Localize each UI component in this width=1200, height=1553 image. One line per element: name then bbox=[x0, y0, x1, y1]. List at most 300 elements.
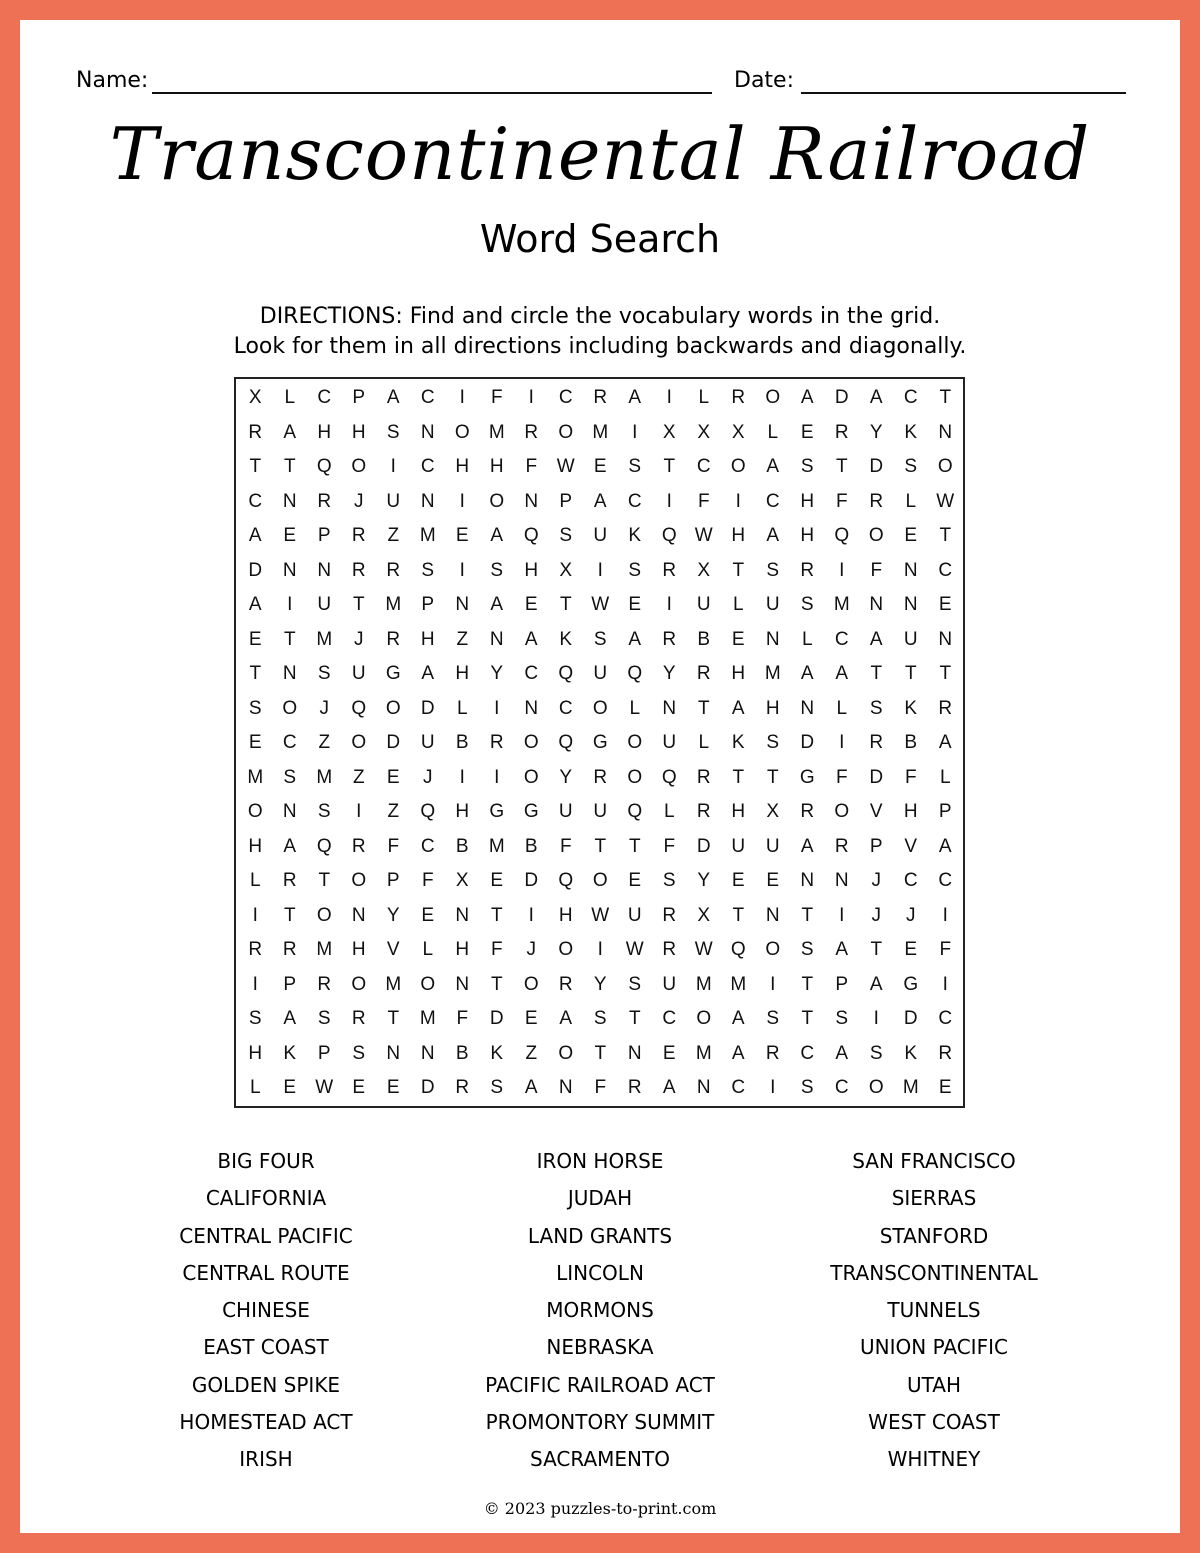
grid-cell[interactable]: P bbox=[317, 1042, 331, 1064]
grid-cell[interactable]: I bbox=[597, 939, 603, 961]
grid-cell[interactable]: B bbox=[524, 835, 538, 857]
grid-cell[interactable]: A bbox=[869, 628, 883, 650]
grid-cell[interactable]: R bbox=[696, 766, 711, 788]
grid-cell[interactable]: M bbox=[695, 1042, 712, 1064]
grid-cell[interactable]: W bbox=[625, 939, 644, 961]
grid-cell[interactable]: N bbox=[800, 697, 815, 719]
grid-cell[interactable]: O bbox=[765, 939, 781, 961]
grid-cell[interactable]: A bbox=[283, 421, 297, 443]
grid-cell[interactable]: F bbox=[559, 835, 572, 857]
grid-cell[interactable]: Q bbox=[523, 525, 539, 547]
grid-cell[interactable]: S bbox=[628, 973, 642, 995]
grid-cell[interactable]: N bbox=[282, 490, 297, 512]
grid-cell[interactable]: T bbox=[628, 835, 641, 857]
grid-cell[interactable]: S bbox=[800, 939, 814, 961]
grid-cell[interactable]: T bbox=[801, 904, 814, 926]
grid-cell[interactable]: I bbox=[494, 766, 500, 788]
grid-cell[interactable]: H bbox=[731, 663, 746, 685]
grid-cell[interactable]: Z bbox=[318, 732, 331, 754]
grid-cell[interactable]: C bbox=[834, 628, 849, 650]
grid-cell[interactable]: B bbox=[455, 1042, 469, 1064]
grid-cell[interactable]: N bbox=[420, 1042, 435, 1064]
grid-cell[interactable]: L bbox=[939, 766, 951, 788]
grid-cell[interactable]: R bbox=[834, 835, 849, 857]
grid-cell[interactable]: O bbox=[351, 870, 367, 892]
grid-cell[interactable]: H bbox=[455, 456, 470, 478]
grid-cell[interactable]: R bbox=[662, 559, 677, 581]
grid-cell[interactable]: R bbox=[662, 628, 677, 650]
grid-cell[interactable]: O bbox=[868, 525, 884, 547]
grid-cell[interactable]: H bbox=[558, 904, 573, 926]
grid-cell[interactable]: P bbox=[283, 973, 297, 995]
grid-cell[interactable]: C bbox=[248, 490, 263, 512]
grid-cell[interactable]: N bbox=[834, 870, 849, 892]
grid-cell[interactable]: A bbox=[835, 663, 849, 685]
grid-cell[interactable]: O bbox=[523, 973, 539, 995]
grid-cell[interactable]: A bbox=[524, 628, 538, 650]
grid-cell[interactable]: F bbox=[835, 490, 848, 512]
grid-cell[interactable]: E bbox=[248, 732, 262, 754]
grid-cell[interactable]: T bbox=[490, 973, 503, 995]
grid-cell[interactable]: A bbox=[559, 1008, 573, 1030]
grid-cell[interactable]: O bbox=[558, 939, 574, 961]
grid-cell[interactable]: E bbox=[731, 870, 745, 892]
grid-cell[interactable]: H bbox=[248, 835, 263, 857]
grid-cell[interactable]: T bbox=[283, 456, 296, 478]
grid-cell[interactable]: T bbox=[249, 456, 262, 478]
grid-cell[interactable]: S bbox=[766, 559, 780, 581]
grid-cell[interactable]: C bbox=[558, 387, 573, 409]
grid-cell[interactable]: S bbox=[766, 1008, 780, 1030]
grid-cell[interactable]: N bbox=[386, 1042, 401, 1064]
grid-cell[interactable]: U bbox=[662, 973, 677, 995]
grid-cell[interactable]: Y bbox=[697, 870, 711, 892]
grid-cell[interactable]: T bbox=[628, 1008, 641, 1030]
grid-cell[interactable]: I bbox=[735, 490, 741, 512]
grid-cell[interactable]: F bbox=[835, 766, 848, 788]
grid-cell[interactable]: P bbox=[317, 525, 331, 547]
grid-cell[interactable]: F bbox=[594, 1077, 607, 1099]
grid-cell[interactable]: X bbox=[455, 870, 469, 892]
grid-cell[interactable]: L bbox=[767, 421, 779, 443]
grid-cell[interactable]: D bbox=[386, 732, 401, 754]
grid-cell[interactable]: R bbox=[351, 559, 366, 581]
grid-cell[interactable]: M bbox=[385, 594, 402, 616]
grid-cell[interactable]: I bbox=[252, 904, 258, 926]
grid-cell[interactable]: O bbox=[385, 697, 401, 719]
grid-cell[interactable]: A bbox=[835, 1042, 849, 1064]
grid-cell[interactable]: T bbox=[318, 870, 331, 892]
grid-cell[interactable]: O bbox=[316, 904, 332, 926]
grid-cell[interactable]: R bbox=[386, 559, 401, 581]
grid-cell[interactable]: O bbox=[351, 456, 367, 478]
grid-cell[interactable]: I bbox=[666, 594, 672, 616]
word-search-grid[interactable] bbox=[234, 377, 965, 1108]
grid-cell[interactable]: S bbox=[317, 801, 331, 823]
grid-cell[interactable]: D bbox=[248, 559, 263, 581]
grid-cell[interactable]: E bbox=[490, 870, 504, 892]
grid-cell[interactable]: I bbox=[666, 387, 672, 409]
grid-cell[interactable]: O bbox=[282, 697, 298, 719]
grid-cell[interactable]: C bbox=[731, 1077, 746, 1099]
grid-cell[interactable]: O bbox=[558, 421, 574, 443]
grid-cell[interactable]: U bbox=[351, 663, 366, 685]
grid-cell[interactable]: E bbox=[283, 1077, 297, 1099]
grid-cell[interactable]: D bbox=[420, 697, 435, 719]
grid-cell[interactable]: H bbox=[800, 525, 815, 547]
grid-cell[interactable]: P bbox=[835, 973, 849, 995]
grid-cell[interactable]: F bbox=[387, 835, 400, 857]
grid-cell[interactable]: P bbox=[869, 835, 883, 857]
grid-cell[interactable]: C bbox=[317, 387, 332, 409]
grid-cell[interactable]: M bbox=[592, 421, 609, 443]
grid-cell[interactable]: H bbox=[731, 525, 746, 547]
grid-cell[interactable]: D bbox=[869, 766, 884, 788]
grid-cell[interactable]: A bbox=[490, 594, 504, 616]
grid-cell[interactable]: T bbox=[801, 1008, 814, 1030]
grid-cell[interactable]: J bbox=[354, 628, 364, 650]
grid-cell[interactable]: H bbox=[351, 939, 366, 961]
grid-cell[interactable]: F bbox=[490, 387, 503, 409]
grid-cell[interactable]: T bbox=[732, 559, 745, 581]
grid-cell[interactable]: R bbox=[869, 732, 884, 754]
grid-cell[interactable]: O bbox=[730, 456, 746, 478]
grid-cell[interactable]: S bbox=[628, 559, 642, 581]
grid-cell[interactable]: U bbox=[903, 628, 918, 650]
grid-cell[interactable]: W bbox=[694, 939, 713, 961]
grid-cell[interactable]: Y bbox=[490, 663, 504, 685]
grid-cell[interactable]: I bbox=[942, 973, 948, 995]
grid-cell[interactable]: T bbox=[283, 904, 296, 926]
grid-cell[interactable]: M bbox=[419, 1008, 436, 1030]
grid-cell[interactable]: X bbox=[248, 387, 262, 409]
grid-cell[interactable]: D bbox=[696, 835, 711, 857]
grid-cell[interactable]: K bbox=[904, 697, 918, 719]
grid-cell[interactable]: S bbox=[800, 594, 814, 616]
grid-cell[interactable]: N bbox=[765, 904, 780, 926]
grid-cell[interactable]: A bbox=[766, 525, 780, 547]
grid-cell[interactable]: J bbox=[871, 904, 881, 926]
grid-cell[interactable]: Z bbox=[525, 1042, 538, 1064]
grid-cell[interactable]: R bbox=[765, 1042, 780, 1064]
grid-cell[interactable]: M bbox=[247, 766, 264, 788]
grid-cell[interactable]: A bbox=[593, 490, 607, 512]
grid-cell[interactable]: N bbox=[696, 1077, 711, 1099]
grid-cell[interactable]: O bbox=[523, 766, 539, 788]
grid-cell[interactable]: E bbox=[938, 1077, 952, 1099]
grid-cell[interactable]: L bbox=[905, 490, 917, 512]
grid-cell[interactable]: O bbox=[627, 732, 643, 754]
name-field-line[interactable] bbox=[152, 92, 712, 94]
grid-cell[interactable]: Q bbox=[558, 663, 574, 685]
grid-cell[interactable]: C bbox=[903, 387, 918, 409]
grid-cell[interactable]: N bbox=[282, 559, 297, 581]
grid-cell[interactable]: D bbox=[489, 1008, 504, 1030]
grid-cell[interactable]: F bbox=[939, 939, 952, 961]
grid-cell[interactable]: E bbox=[386, 1077, 400, 1099]
grid-cell[interactable]: C bbox=[903, 870, 918, 892]
grid-cell[interactable]: C bbox=[524, 663, 539, 685]
grid-cell[interactable]: O bbox=[765, 387, 781, 409]
grid-cell[interactable]: E bbox=[524, 1008, 538, 1030]
grid-cell[interactable]: A bbox=[421, 663, 435, 685]
grid-cell[interactable]: J bbox=[319, 697, 329, 719]
grid-cell[interactable]: Q bbox=[627, 801, 643, 823]
grid-cell[interactable]: J bbox=[354, 490, 364, 512]
grid-cell[interactable]: I bbox=[390, 456, 396, 478]
grid-cell[interactable]: R bbox=[731, 387, 746, 409]
grid-cell[interactable]: S bbox=[490, 1077, 504, 1099]
grid-cell[interactable]: L bbox=[249, 1077, 261, 1099]
grid-cell[interactable]: T bbox=[559, 594, 572, 616]
grid-cell[interactable]: E bbox=[731, 628, 745, 650]
grid-cell[interactable]: A bbox=[731, 1008, 745, 1030]
grid-cell[interactable]: A bbox=[938, 732, 952, 754]
grid-cell[interactable]: D bbox=[834, 387, 849, 409]
grid-cell[interactable]: E bbox=[386, 766, 400, 788]
grid-cell[interactable]: P bbox=[421, 594, 435, 616]
grid-cell[interactable]: F bbox=[525, 456, 538, 478]
grid-cell[interactable]: W bbox=[556, 456, 575, 478]
grid-cell[interactable]: M bbox=[488, 835, 505, 857]
grid-cell[interactable]: U bbox=[593, 663, 608, 685]
grid-cell[interactable]: Z bbox=[352, 766, 365, 788]
grid-cell[interactable]: R bbox=[386, 628, 401, 650]
grid-cell[interactable]: D bbox=[869, 456, 884, 478]
grid-cell[interactable]: R bbox=[282, 870, 297, 892]
grid-cell[interactable]: L bbox=[698, 387, 710, 409]
grid-cell[interactable]: X bbox=[662, 421, 676, 443]
grid-cell[interactable]: E bbox=[662, 1042, 676, 1064]
grid-cell[interactable]: N bbox=[903, 594, 918, 616]
grid-cell[interactable]: H bbox=[800, 490, 815, 512]
grid-cell[interactable]: F bbox=[904, 766, 917, 788]
grid-cell[interactable]: V bbox=[904, 835, 918, 857]
grid-cell[interactable]: T bbox=[732, 766, 745, 788]
grid-cell[interactable]: A bbox=[662, 1077, 676, 1099]
grid-cell[interactable]: J bbox=[906, 904, 916, 926]
grid-cell[interactable]: G bbox=[592, 732, 608, 754]
grid-cell[interactable]: W bbox=[591, 904, 610, 926]
grid-cell[interactable]: I bbox=[356, 801, 362, 823]
grid-cell[interactable]: H bbox=[351, 421, 366, 443]
grid-cell[interactable]: S bbox=[904, 456, 918, 478]
grid-cell[interactable]: O bbox=[523, 732, 539, 754]
grid-cell[interactable]: I bbox=[528, 904, 534, 926]
grid-cell[interactable]: T bbox=[283, 628, 296, 650]
grid-cell[interactable]: S bbox=[248, 697, 262, 719]
grid-cell[interactable]: S bbox=[800, 1077, 814, 1099]
grid-cell[interactable]: K bbox=[904, 1042, 918, 1064]
grid-cell[interactable]: C bbox=[662, 1008, 677, 1030]
grid-cell[interactable]: L bbox=[698, 732, 710, 754]
grid-cell[interactable]: K bbox=[559, 628, 573, 650]
grid-cell[interactable]: T bbox=[939, 387, 952, 409]
date-field-line[interactable] bbox=[801, 92, 1126, 94]
grid-cell[interactable]: I bbox=[839, 732, 845, 754]
grid-cell[interactable]: A bbox=[731, 697, 745, 719]
grid-cell[interactable]: L bbox=[663, 801, 675, 823]
grid-cell[interactable]: N bbox=[662, 697, 677, 719]
grid-cell[interactable]: Q bbox=[351, 697, 367, 719]
grid-cell[interactable]: S bbox=[283, 766, 297, 788]
grid-cell[interactable]: E bbox=[524, 594, 538, 616]
grid-cell[interactable]: I bbox=[839, 904, 845, 926]
grid-cell[interactable]: A bbox=[248, 525, 262, 547]
grid-cell[interactable]: L bbox=[801, 628, 813, 650]
grid-cell[interactable]: P bbox=[386, 870, 400, 892]
grid-cell[interactable]: G bbox=[799, 766, 815, 788]
grid-cell[interactable]: M bbox=[902, 1077, 919, 1099]
grid-cell[interactable]: M bbox=[488, 421, 505, 443]
grid-cell[interactable]: I bbox=[839, 559, 845, 581]
grid-cell[interactable]: D bbox=[903, 1008, 918, 1030]
grid-cell[interactable]: Y bbox=[662, 663, 676, 685]
grid-cell[interactable]: S bbox=[352, 1042, 366, 1064]
grid-cell[interactable]: J bbox=[423, 766, 433, 788]
grid-cell[interactable]: A bbox=[800, 663, 814, 685]
grid-cell[interactable]: I bbox=[770, 1077, 776, 1099]
grid-cell[interactable]: R bbox=[800, 559, 815, 581]
grid-cell[interactable]: A bbox=[800, 835, 814, 857]
grid-cell[interactable]: C bbox=[765, 490, 780, 512]
grid-cell[interactable]: Q bbox=[730, 939, 746, 961]
grid-cell[interactable]: L bbox=[284, 387, 296, 409]
grid-cell[interactable]: O bbox=[592, 697, 608, 719]
grid-cell[interactable]: Q bbox=[661, 525, 677, 547]
grid-cell[interactable]: N bbox=[869, 594, 884, 616]
grid-cell[interactable]: Q bbox=[558, 870, 574, 892]
grid-cell[interactable]: F bbox=[697, 490, 710, 512]
grid-cell[interactable]: M bbox=[419, 525, 436, 547]
grid-cell[interactable]: C bbox=[420, 835, 435, 857]
grid-cell[interactable]: M bbox=[764, 663, 781, 685]
grid-cell[interactable]: Z bbox=[387, 525, 400, 547]
grid-cell[interactable]: F bbox=[870, 559, 883, 581]
grid-cell[interactable]: T bbox=[732, 904, 745, 926]
grid-cell[interactable]: R bbox=[627, 1077, 642, 1099]
grid-cell[interactable]: N bbox=[455, 973, 470, 995]
grid-cell[interactable]: Y bbox=[559, 766, 573, 788]
grid-cell[interactable]: S bbox=[317, 663, 331, 685]
grid-cell[interactable]: X bbox=[697, 904, 711, 926]
grid-cell[interactable]: O bbox=[558, 1042, 574, 1064]
grid-cell[interactable]: C bbox=[627, 490, 642, 512]
grid-cell[interactable]: I bbox=[252, 973, 258, 995]
grid-cell[interactable]: L bbox=[629, 697, 641, 719]
grid-cell[interactable]: R bbox=[834, 421, 849, 443]
grid-cell[interactable]: U bbox=[731, 835, 746, 857]
grid-cell[interactable]: L bbox=[732, 594, 744, 616]
grid-cell[interactable]: I bbox=[873, 1008, 879, 1030]
grid-cell[interactable]: I bbox=[459, 766, 465, 788]
grid-cell[interactable]: H bbox=[903, 801, 918, 823]
grid-cell[interactable]: B bbox=[455, 835, 469, 857]
grid-cell[interactable]: R bbox=[662, 904, 677, 926]
grid-cell[interactable]: R bbox=[696, 801, 711, 823]
grid-cell[interactable]: Y bbox=[593, 973, 607, 995]
grid-cell[interactable]: A bbox=[835, 939, 849, 961]
grid-cell[interactable]: E bbox=[421, 904, 435, 926]
grid-cell[interactable]: I bbox=[666, 490, 672, 512]
grid-cell[interactable]: S bbox=[248, 1008, 262, 1030]
grid-cell[interactable]: U bbox=[317, 594, 332, 616]
grid-cell[interactable]: S bbox=[317, 1008, 331, 1030]
grid-cell[interactable]: A bbox=[248, 594, 262, 616]
grid-cell[interactable]: C bbox=[938, 870, 953, 892]
grid-cell[interactable]: G bbox=[489, 801, 505, 823]
grid-cell[interactable]: S bbox=[490, 559, 504, 581]
grid-cell[interactable]: I bbox=[597, 559, 603, 581]
grid-cell[interactable]: R bbox=[489, 732, 504, 754]
grid-cell[interactable]: R bbox=[938, 697, 953, 719]
grid-cell[interactable]: N bbox=[420, 421, 435, 443]
grid-cell[interactable]: C bbox=[834, 1077, 849, 1099]
grid-cell[interactable]: U bbox=[386, 490, 401, 512]
grid-cell[interactable]: N bbox=[524, 490, 539, 512]
grid-cell[interactable]: Q bbox=[627, 663, 643, 685]
grid-cell[interactable]: Q bbox=[316, 835, 332, 857]
grid-cell[interactable]: D bbox=[420, 1077, 435, 1099]
grid-cell[interactable]: L bbox=[249, 870, 261, 892]
grid-cell[interactable]: A bbox=[386, 387, 400, 409]
grid-cell[interactable]: T bbox=[870, 663, 883, 685]
grid-cell[interactable]: O bbox=[834, 801, 850, 823]
grid-cell[interactable]: U bbox=[420, 732, 435, 754]
grid-cell[interactable]: Z bbox=[387, 801, 400, 823]
grid-cell[interactable]: C bbox=[938, 559, 953, 581]
grid-cell[interactable]: N bbox=[455, 904, 470, 926]
grid-cell[interactable]: A bbox=[800, 387, 814, 409]
grid-cell[interactable]: I bbox=[459, 490, 465, 512]
grid-cell[interactable]: T bbox=[352, 594, 365, 616]
grid-cell[interactable]: G bbox=[523, 801, 539, 823]
grid-cell[interactable]: E bbox=[904, 525, 918, 547]
grid-cell[interactable]: X bbox=[697, 421, 711, 443]
grid-cell[interactable]: R bbox=[248, 939, 263, 961]
grid-cell[interactable]: R bbox=[351, 1008, 366, 1030]
grid-cell[interactable]: K bbox=[283, 1042, 297, 1064]
grid-cell[interactable]: T bbox=[835, 456, 848, 478]
grid-cell[interactable]: X bbox=[697, 559, 711, 581]
grid-cell[interactable]: R bbox=[593, 387, 608, 409]
grid-cell[interactable]: T bbox=[490, 904, 503, 926]
grid-cell[interactable]: R bbox=[351, 525, 366, 547]
grid-cell[interactable]: H bbox=[524, 559, 539, 581]
grid-cell[interactable]: F bbox=[456, 1008, 469, 1030]
grid-cell[interactable]: S bbox=[869, 1042, 883, 1064]
grid-cell[interactable]: D bbox=[800, 732, 815, 754]
grid-cell[interactable]: Y bbox=[869, 421, 883, 443]
grid-cell[interactable]: O bbox=[351, 973, 367, 995]
grid-cell[interactable]: J bbox=[871, 870, 881, 892]
grid-cell[interactable]: H bbox=[455, 801, 470, 823]
grid-cell[interactable]: G bbox=[385, 663, 401, 685]
grid-cell[interactable]: A bbox=[869, 387, 883, 409]
grid-cell[interactable]: L bbox=[836, 697, 848, 719]
grid-cell[interactable]: I bbox=[632, 421, 638, 443]
grid-cell[interactable]: O bbox=[868, 1077, 884, 1099]
grid-cell[interactable]: T bbox=[766, 766, 779, 788]
grid-cell[interactable]: I bbox=[459, 559, 465, 581]
grid-cell[interactable]: R bbox=[938, 1042, 953, 1064]
grid-cell[interactable]: U bbox=[662, 732, 677, 754]
grid-cell[interactable]: C bbox=[800, 1042, 815, 1064]
grid-cell[interactable]: M bbox=[833, 594, 850, 616]
grid-cell[interactable]: F bbox=[490, 939, 503, 961]
grid-cell[interactable]: E bbox=[352, 1077, 366, 1099]
grid-cell[interactable]: N bbox=[627, 1042, 642, 1064]
